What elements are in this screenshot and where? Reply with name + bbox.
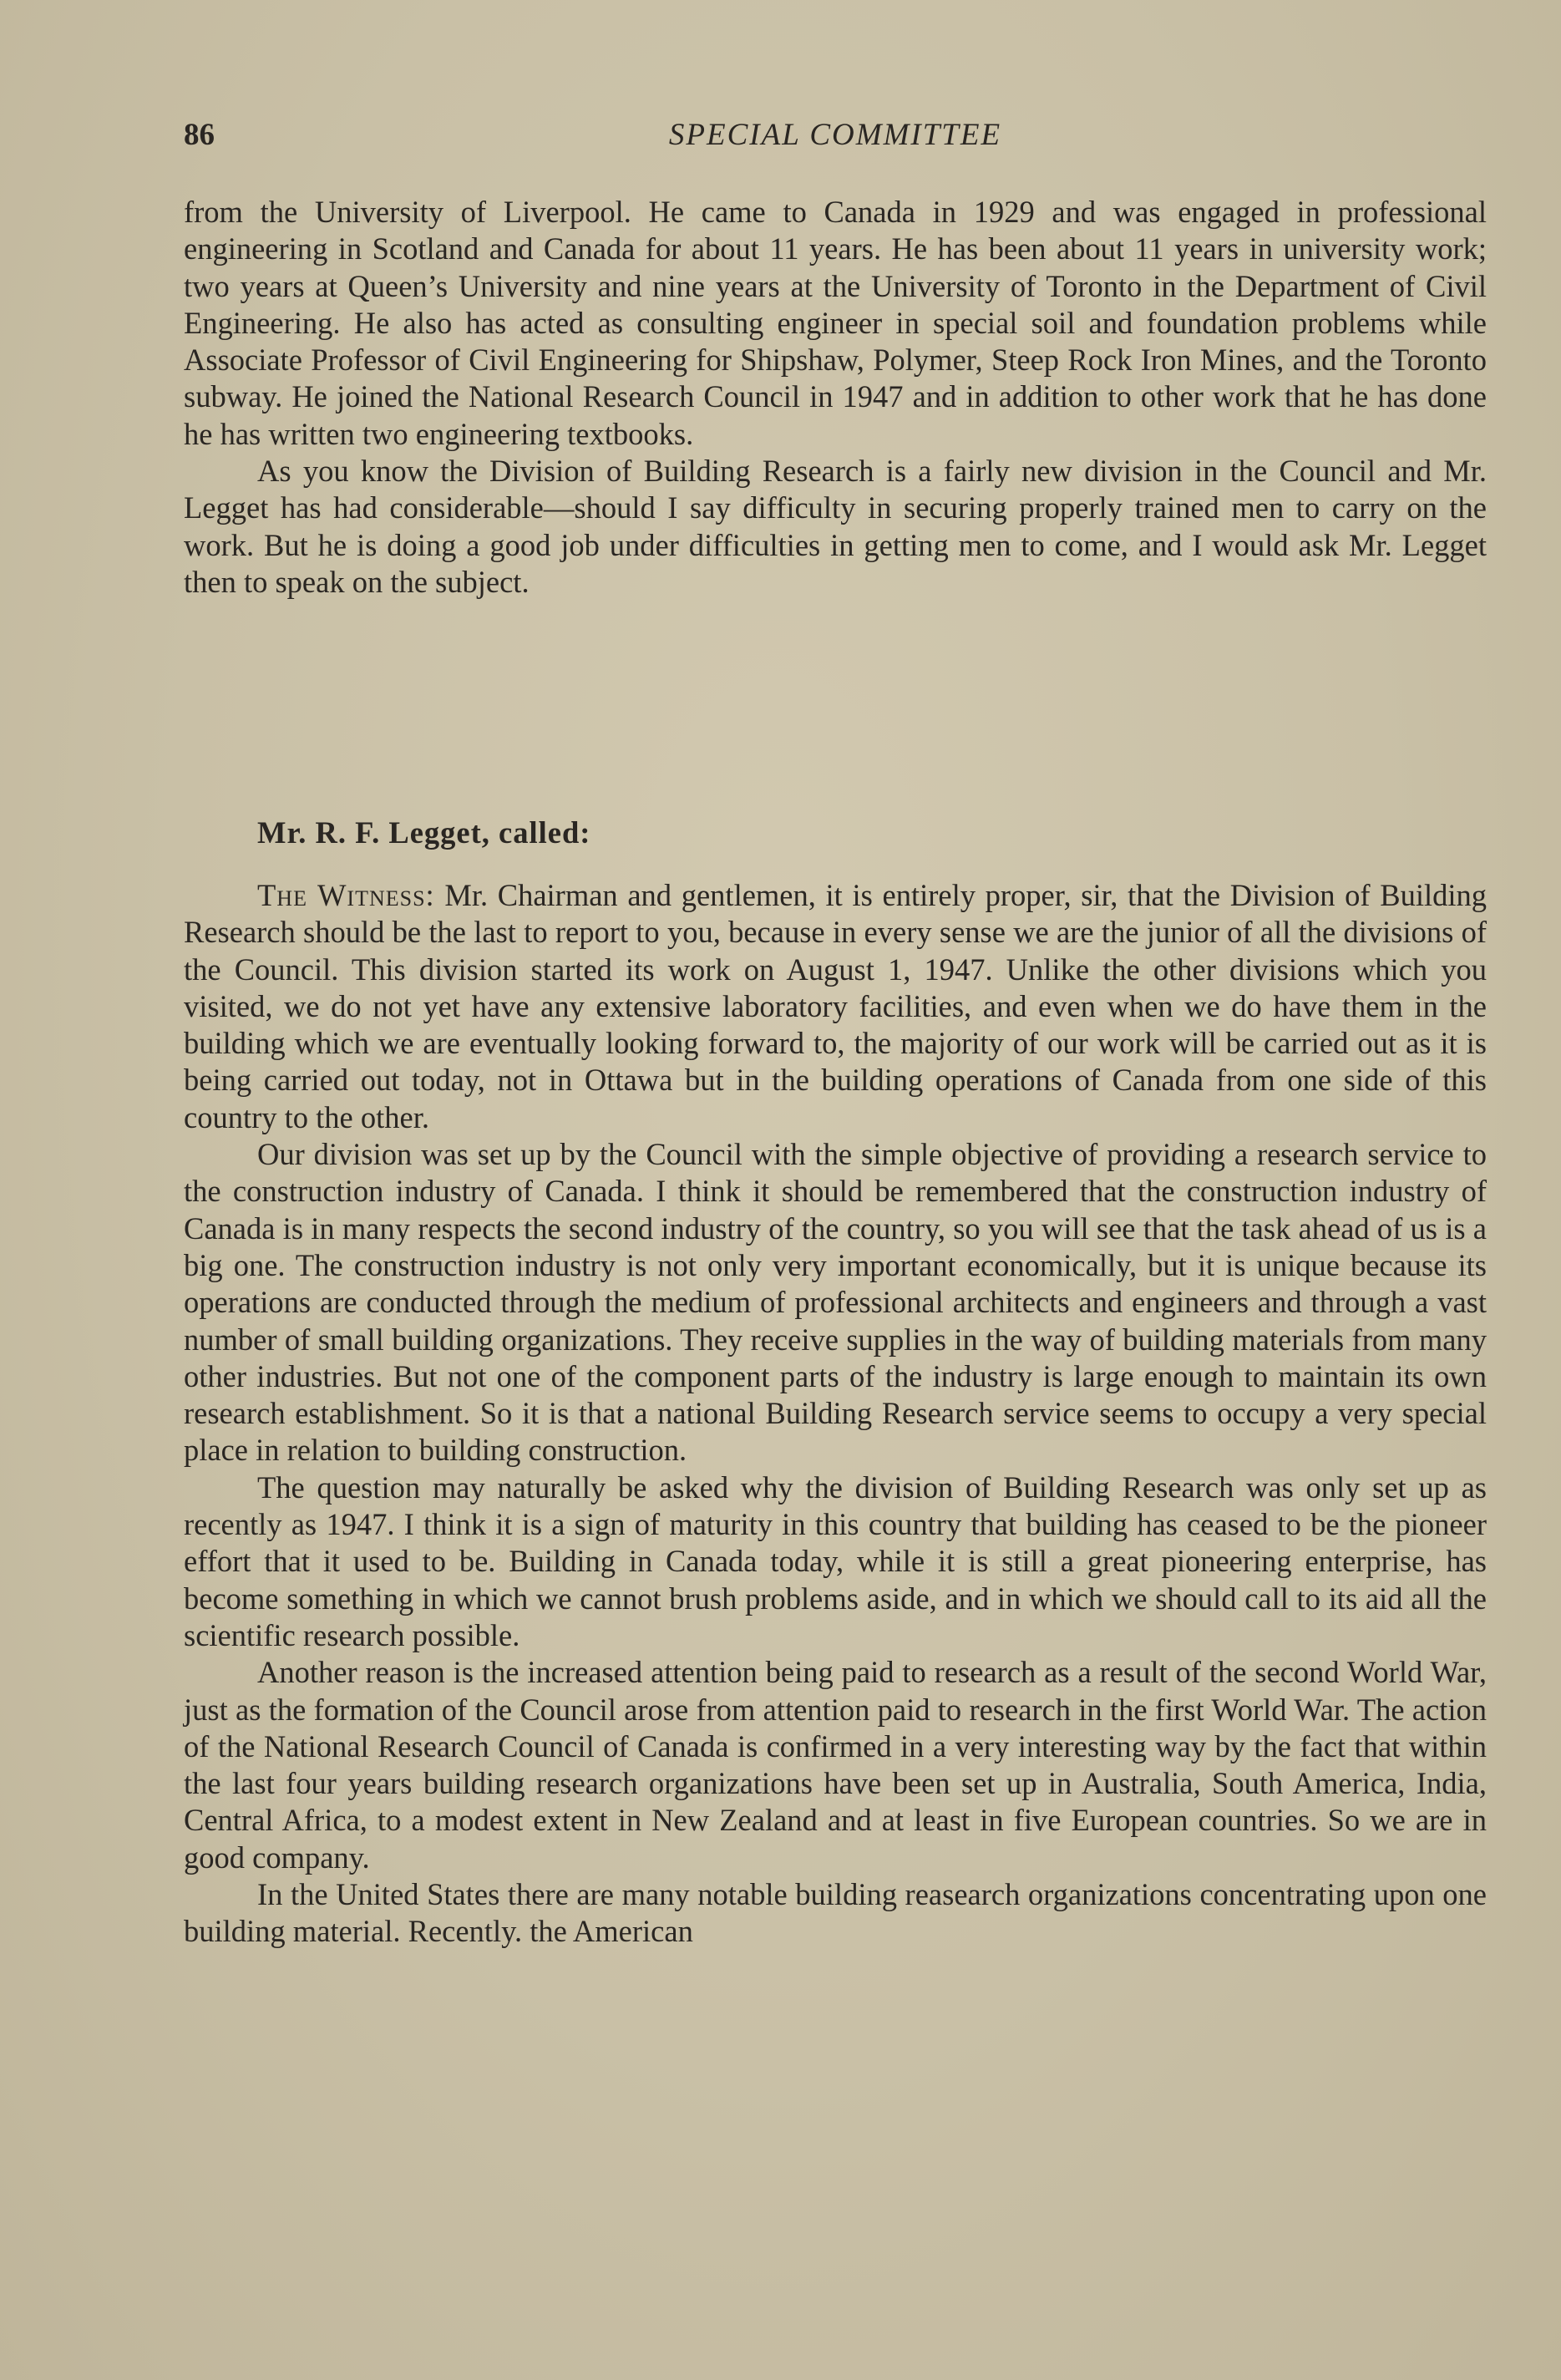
paragraph-text: Mr. Chairman and gentlemen, it is entirely proper, sir, that the Division of Building Research should be the last to report to you, because in every sense we are the junior of all the divisions of the Council. This division started its work on August 1, 1947. Unlike the other divisions which you visited, we do not yet have any extensive laboratory facilities, and even when we do have them in the building which we are eventually looking forward to, the majority of our work will be carried out as it is being carried out today, not in Ottawa but in the building operations of Canada from one side of this country to the other. [184, 878, 1487, 1134]
paragraph: from the University of Liverpool. He came to Canada in 1929 and was engaged in professional engineering in Scotland and Canada for about 11 years. He has been about 11 years in university work; two years at Queen’s University and nine years at the University of Toronto in the Department of Civil Engineering. He also has acted as consulting engineer in special soil and foundation problems while Associate Professor of Civil Engineering for Shipshaw, Polymer, Steep Rock Iron Mines, and the Toronto subway. He joined the National Research Council in 1947 and in addition to other work that he has done he has written two engineering textbooks. [184, 195, 1487, 451]
intro-text [184, 194, 1487, 601]
page-number: 86 [184, 118, 215, 152]
paragraph: The question may naturally be asked why the division of Building Research was only set up as recently as 1947. I think it is a sign of maturity in this country that building has ceased to be the pioneer effort that it used to be. Building in Canada today, while it is still a great pioneering enterprise, has become something in which we cannot brush problems aside, and in which we should call to its aid all the scientific research possible. [184, 1469, 1487, 1652]
running-title: SPECIAL COMMITTEE [668, 118, 1002, 152]
speaker-label: The Witness: [257, 878, 435, 912]
running-head [184, 117, 1487, 159]
paragraph [184, 877, 1487, 1136]
paragraph: In the United States there are many notable building reasearch organizations concentrating upon one building material. Recently. the American [184, 1877, 1487, 1949]
testimony-text [184, 877, 1487, 1951]
paragraph: As you know the Division of Building Research is a fairly new division in the Council and Mr. Legget has had considerable—should I say difficulty in securing properly trained men to carry on the work. But he is doing a good job under difficulties in getting men to come, and I would ask Mr. Legget then to speak on the subject. [184, 454, 1487, 599]
speaker-heading: Mr. R. F. Legget, called: [257, 815, 591, 850]
paragraph: Another reason is the increased attention being paid to research as a result of the second World War, just as the formation of the Council arose from attention paid to research in the first World War. The action of the National Research Council of Canada is confirmed in a very interesting way by the fact that within the last four years building research organizations have been set up in Australia, South America, India, Central Africa, to a modest extent in New Zealand and at least in five European countries. So we are in good company. [184, 1655, 1487, 1875]
paragraph: Our division was set up by the Council with the simple objective of providing a research service to the construction industry of Canada. I think it should be remembered that the construction industry of Canada is in many respects the second industry of the country, so you will see that the task ahead of us is a big one. The construction industry is not only very important economically, but it is unique because its operations are conducted through the medium of professional architects and engineers and through a vast number of small building organizations. They receive supplies in the way of building materials from many other industries. But not one of the component parts of the industry is large enough to maintain its own research establishment. So it is that a national Building Research service seems to occupy a very special place in relation to building construction. [184, 1137, 1487, 1468]
